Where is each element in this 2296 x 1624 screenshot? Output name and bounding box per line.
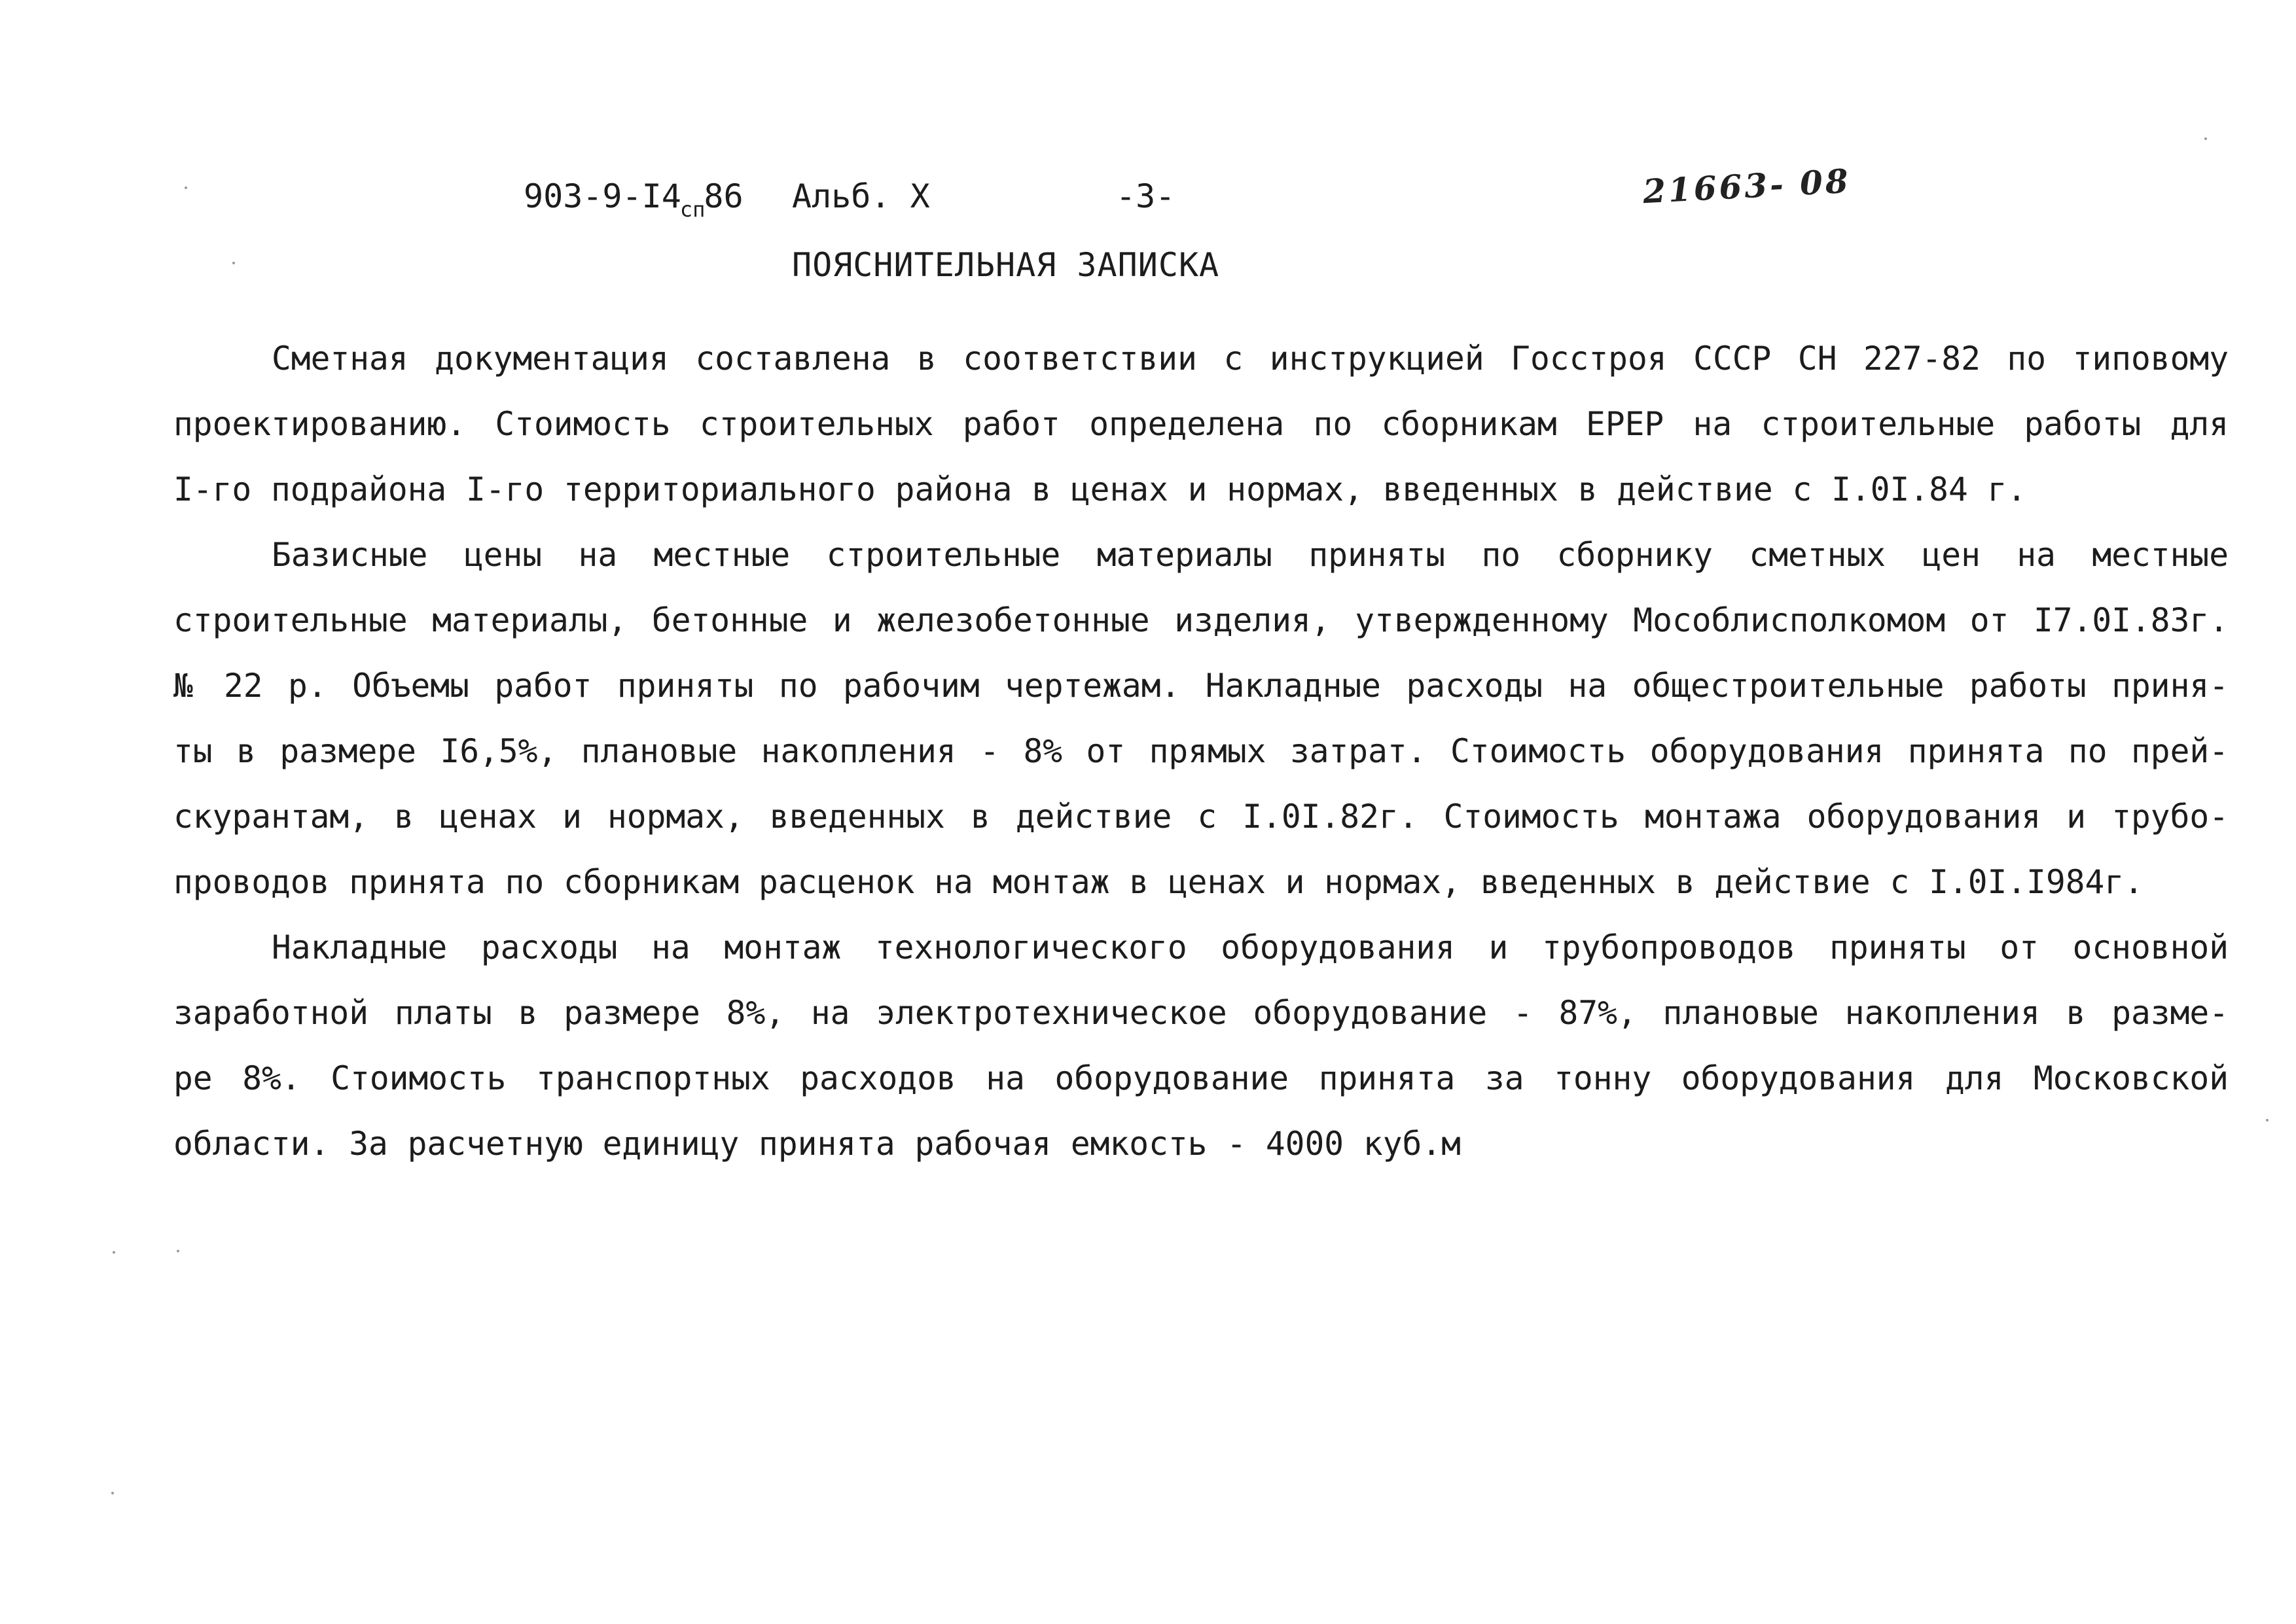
text-line: I-го подрайона I-го территориального района в ценах и нормах, введенных в действие с I.0I.84 г. bbox=[173, 470, 2027, 508]
page-number: -3- bbox=[1116, 177, 1175, 215]
text-line: Накладные расходы на монтаж технологического оборудования и трубопроводов приняты от основной bbox=[272, 928, 2229, 966]
document-title: ПОЯСНИТЕЛЬНАЯ ЗАПИСКА bbox=[792, 246, 1220, 284]
text-line: скурантам, в ценах и нормах, введенных в действие с I.0I.82г. Стоимость монтажа оборудования и трубо- bbox=[173, 798, 2229, 836]
text-line: области. За расчетную единицу принята рабочая емкость - 4000 куб.м bbox=[173, 1125, 1461, 1163]
text-line: строительные материалы, бетонные и железобетонные изделия, утвержденному Мособлисполкомом от I7.0I.83г. bbox=[173, 601, 2229, 639]
scan-speck bbox=[113, 1251, 115, 1254]
text-line: № 22 р. Объемы работ приняты по рабочим чертежам. Накладные расходы на общестроительные работы приня- bbox=[173, 667, 2229, 705]
text-line: ты в размере I6,5%, плановые накопления - 8% от прямых затрат. Стоимость оборудования принята по прей- bbox=[173, 732, 2229, 770]
text-line: Базисные цены на местные строительные материалы приняты по сборнику сметных цен на местные bbox=[272, 536, 2229, 574]
text-line: Сметная документация составлена в соответствии с инструкцией Госстроя СССР СН 227-82 по типовому bbox=[272, 340, 2229, 378]
text-line: проводов принята по сборникам расценок на монтаж в ценах и нормах, введенных в действие с I.0I.I984г. bbox=[173, 863, 2144, 901]
scan-speck bbox=[177, 1250, 179, 1252]
scan-speck bbox=[2266, 1119, 2269, 1121]
scan-speck bbox=[232, 262, 235, 264]
album-number: Альб. X bbox=[792, 177, 930, 215]
text-line: ре 8%. Стоимость транспортных расходов на оборудование принята за тонну оборудования для Московской bbox=[173, 1059, 2229, 1097]
text-line: заработной платы в размере 8%, на электротехническое оборудование - 87%, плановые накопления в разме- bbox=[173, 994, 2229, 1032]
scan-speck bbox=[185, 186, 187, 189]
document-code-subscript: сп bbox=[679, 197, 706, 222]
scan-speck bbox=[111, 1492, 114, 1494]
document-code bbox=[524, 173, 744, 232]
document-code-main: 903-9-I4 bbox=[524, 177, 681, 215]
explanatory-note-body bbox=[173, 326, 2229, 1176]
handwritten-inventory-number: 21663- 08 bbox=[1641, 161, 1852, 211]
document-code-year: 86 bbox=[704, 177, 744, 215]
text-line: проектированию. Стоимость строительных работ определена по сборникам ЕРЕР на строительные работы для bbox=[173, 405, 2229, 443]
scan-speck bbox=[2204, 137, 2207, 140]
